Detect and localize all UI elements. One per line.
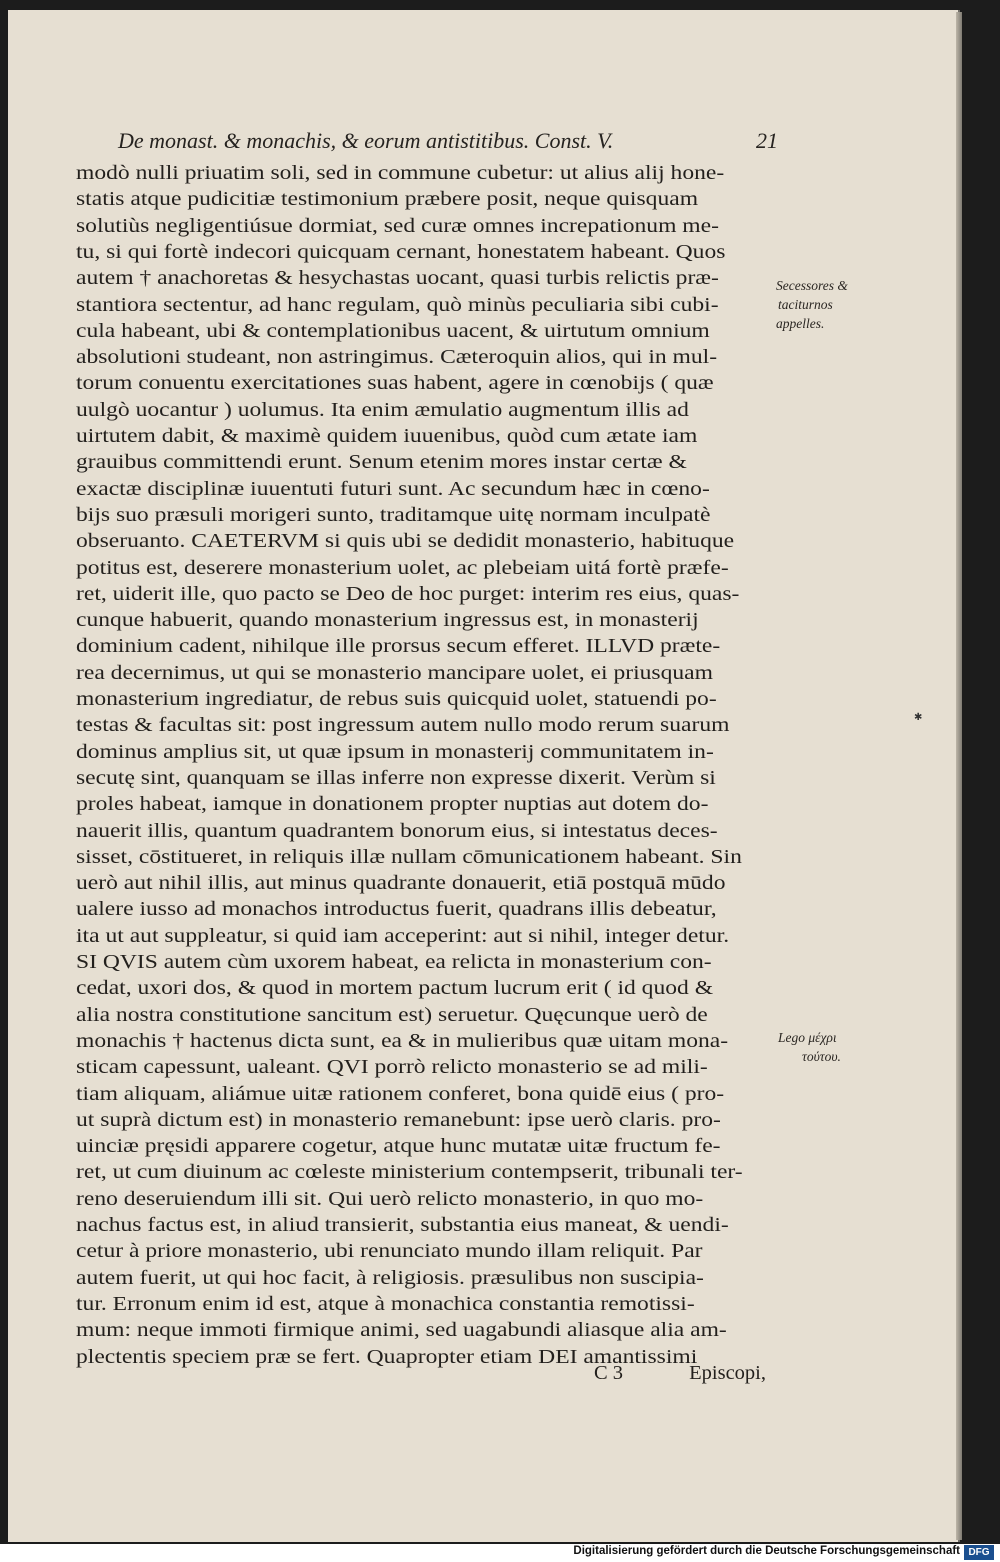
text-line: rea decernimus, ut qui se monasterio mancipare uolet, ei priusquam [76,661,713,684]
text-line: dominium cadent, nihilque ille prorsus secum efferet. ILLVD præte- [76,635,721,658]
text-line: stantiora sectentur, ad hanc regulam, quò minùs peculiaria sibi cubi- [76,293,719,316]
catchword: Episcopi, [689,1362,766,1384]
running-title: De monast. & monachis, & eorum antistitibus. Const. V. [118,128,614,153]
signature-mark: C 3 [594,1362,624,1384]
text-line: uinciæ pręsidi apparere cogetur, atque hunc mutatæ uitæ fructum fe- [76,1135,721,1158]
text-line: tiam aliquam, aliámue uitæ rationem conferet, bona quidē eius ( pro- [76,1082,725,1105]
text-line: SI QVIS autem cùm uxorem habeat, ea relicta in monasterium con- [76,951,712,973]
signature-line [76,1362,766,1392]
text-line: obseruanto. CAETERVM si quis ubi se dedidit monasterio, habituque [76,530,735,553]
text-line: monachis † hactenus dicta sunt, ea & in mulieribus quæ uitam mona- [76,1029,729,1052]
margin-note-line: taciturnos [778,297,833,312]
text-line: autem † anachoretas & hesychastas uocant, quasi turbis relictis præ- [76,267,719,290]
margin-mark: ✱ [914,712,923,723]
text-line: statis atque pudicitiæ testimonium præbere posit, neque quisquam [76,188,699,211]
margin-note-line: τούτου. [802,1049,841,1064]
margin-note-1 [776,276,848,333]
text-line: cetur à priore monasterio, ubi renunciato mundo illam reliquit. Par [76,1240,703,1263]
margin-note-2 [778,1028,841,1066]
text-line: cedat, uxori dos, & quod in mortem pactum lucrum erit ( id quod & [76,977,714,1000]
text-line: dominus amplius sit, ut quæ ipsum in monasterij communitatem in- [76,740,714,763]
text-line: tu, si qui fortè indecori quicquam cernant, honestatem habeant. Quos [76,240,726,263]
text-line: testas & facultas sit: post ingressum autem nullo modo rerum suarum [76,714,730,737]
text-line: monasterium ingrediatur, de rebus suis quicquid uolet, statuendi po- [76,688,717,710]
text-line: absolutioni studeant, non astringimus. Cæteroquin alios, qui in mul- [76,346,718,369]
text-line: ret, uiderit ille, quo pacto se Deo de hoc purget: interim res eius, quas- [76,582,740,605]
text-line: solutiùs negligentiúsue dormiat, sed curæ omnes increpationum me- [76,214,719,237]
text-line: cunque habuerit, quando monasterium ingressus est, in monasterij [76,609,699,632]
text-line: sisset, cōstitueret, in reliquis illæ nullam cōmunicationem habeant. Sin [76,845,742,868]
text-line: proles habeat, iamque in donationem propter nuptias aut dotem do- [76,793,709,816]
text-line: cula habeant, ubi & contemplationibus uacent, & uirtutum omnium [76,319,710,342]
text-line: mum: neque immoti firmique animi, sed uagabundi aliasque alia am- [76,1319,727,1342]
margin-note-line: appelles. [776,316,825,331]
folio-number: 21 [756,128,778,153]
text-line: nachus factus est, in aliud transierit, substantia eius maneat, & uendi- [76,1214,729,1236]
text-line: plectentis speciem præ se fert. Quapropter etiam DEI amantissimi [76,1345,698,1368]
text-line: grauibus committendi erunt. Senum etenim mores instar certæ & [76,451,687,474]
text-line: uirtutem dabit, & maximè quidem iuuenibus, quòd cum ætate iam [76,425,698,447]
text-line: uulgò uocantur ) uolumus. Ita enim æmulatio augmentum illis ad [76,398,689,421]
text-line: tur. Erronum enim id est, atque à monachica constantia remotissi- [76,1292,695,1315]
text-line: uerò aut nihil illis, aut minus quadrante donauerit, etiā postquā mūdo [76,872,726,895]
text-line: exactæ disciplinæ iuuentuti futuri sunt. Ac secundum hæc in cœno- [76,477,710,500]
text-line: autem fuerit, ut qui hoc facit, à religiosis. præsulibus non suscipia- [76,1266,704,1289]
funding-credit: Digitalisierung gefördert durch die Deutsche Forschungsgemeinschaft [573,1545,960,1557]
text-line: alia nostra constitutione sancitum est) seruetur. Quęcunque uerò de [76,1003,708,1026]
text-line: modò nulli priuatim soli, sed in commune cubetur: ut alius alij hone- [76,162,725,184]
running-header [118,124,778,158]
page-edge [956,12,962,1540]
text-line: reno deseruiendum illi sit. Qui uerò relicto monasterio, in quo mo- [76,1187,704,1210]
text-line: nauerit illis, quantum quadrantem bonorum eius, si intestatus deces- [76,819,718,842]
text-line: potitus est, deserere monasterium uolet, ac plebeiam uitá fortè præfe- [76,556,729,579]
dfg-logo: DFG [964,1545,994,1560]
text-line: bijs suo præsuli morigeri sunto, traditamque uitę normam inculpatè [76,503,711,526]
text-line: ualere iusso ad monachos introductus fuerit, quadrans illis debeatur, [76,898,717,921]
text-line: sticam capessunt, ualeant. QVI porrò relicto monasterio se ad mili- [76,1056,708,1079]
text-line: secutę sint, quanquam se illas inferre non expresse dixerit. Verùm si [76,766,716,789]
text-line: ret, ut cum diuinum ac cœleste ministerium contempserit, tribunali ter- [76,1161,743,1184]
margin-note-line: Secessores & [776,278,848,293]
text-line: ita ut aut suppleatur, si quid iam acceperint: aut si nihil, integer detur. [76,924,730,947]
text-line: torum conuentu exercitationes suas habent, agere in cœnobijs ( quæ [76,372,714,395]
text-line: ut suprà dictum est) in monasterio remanebunt: ipse uerò claris. pro- [76,1108,721,1131]
margin-note-line: Lego μέχρι [778,1030,837,1045]
